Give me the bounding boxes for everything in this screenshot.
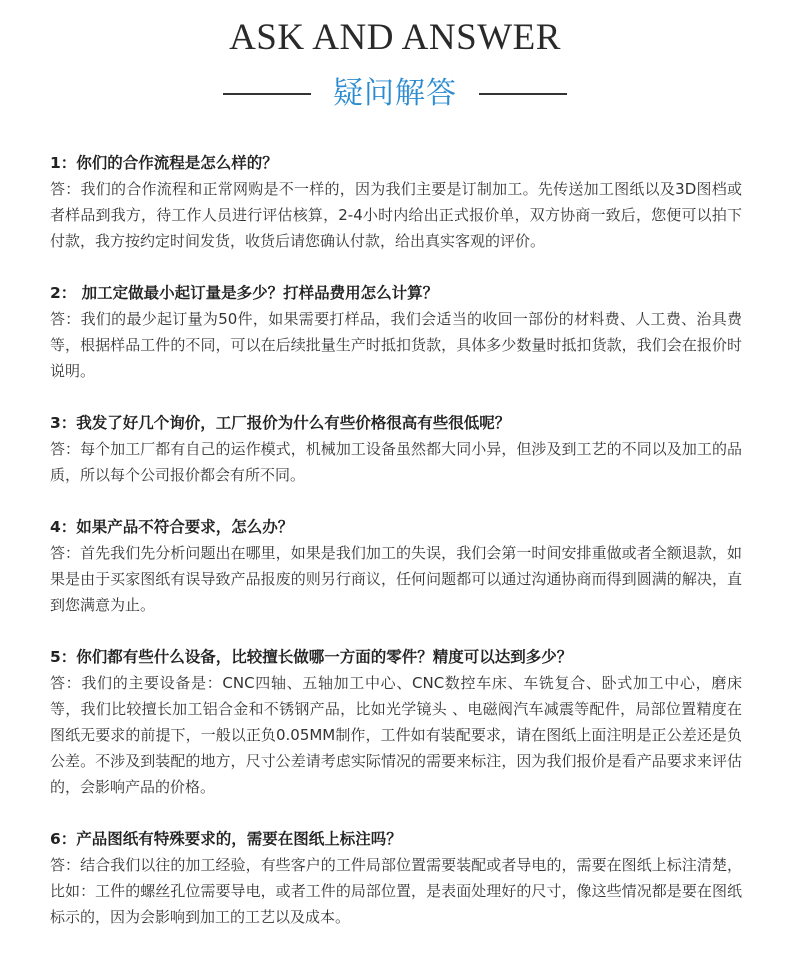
faq-question: 5：你们都有些什么设备，比较擅长做哪一方面的零件？精度可以达到多少？ [50,648,573,666]
faq-answer: 答：首先我们先分析问题出在哪里，如果是我们加工的失误，我们会第一时间安排重做或者全额退款，如果是由于买家图纸有误导致产品报废的则另行商议，任何问题都可以通过沟通协商而得到圆满的解决，直到您满意为止。 [50,544,742,614]
faq-item-1 [50,150,742,254]
faq-answer: 答：我们的合作流程和正常网购是不一样的，因为我们主要是订制加工。先传送加工图纸以及3D图档或者样品到我方，待工作人员进行评估核算，2-4小时内给出正式报价单，双方协商一致后，您便可以拍下付款，我方按约定时间发货，收货后请您确认付款，给出真实客观的评价。 [50,180,742,250]
faq-answer: 答：结合我们以往的加工经验，有些客户的工件局部位置需要装配或者导电的，需要在图纸上标注清楚，比如：工件的螺丝孔位需要导电，或者工件的局部位置，是表面处理好的尺寸，像这些情况都是要在图纸标示的，因为会影响到加工的工艺以及成本。 [50,856,742,926]
faq-list [50,150,742,956]
page-title: ASK AND ANSWER [229,17,561,58]
faq-question: 3：我发了好几个询价，工厂报价为什么有些价格很高有些很低呢？ [50,414,511,432]
faq-question: 4：如果产品不符合要求，怎么办？ [50,518,294,536]
faq-answer: 答：我们的最少起订量为50件，如果需要打样品，我们会适当的收回一部份的材料费、人工费、治具费等，根据样品工件的不同，可以在后续批量生产时抵扣货款，具体多少数量时抵扣货款，我们会在报价时说明。 [50,310,742,380]
subtitle: 疑问解答 [333,76,457,111]
faq-question: 1：你们的合作流程是怎么样的？ [50,154,278,172]
faq-item-6 [50,826,742,930]
subtitle-divider-left [223,93,311,95]
faq-item-4 [50,514,742,618]
faq-question: 6：产品图纸有特殊要求的，需要在图纸上标注吗？ [50,830,402,848]
faq-answer: 答：我们的主要设备是：CNC四轴、五轴加工中心、CNC数控车床、车铣复合、卧式加工中心，磨床等，我们比较擅长加工铝合金和不锈钢产品，比如光学镜头 、电磁阀汽车减震等配件，局部位置精度在图纸无要求的前提下，一般以正负0.05MM制作，工件如有装配要求，请在图纸上面注明是正公差还是负公差。不涉及到装配的地方，尺寸公差请考虑实际情况的需要来标注，因为我们报价是看产品要求来评估的，会影响产品的价格。 [50,674,742,796]
faq-item-5 [50,644,742,800]
faq-item-3 [50,410,742,488]
faq-answer: 答：每个加工厂都有自己的运作模式，机械加工设备虽然都大同小异，但涉及到工艺的不同以及加工的品质，所以每个公司报价都会有所不同。 [50,440,742,484]
subtitle-divider-right [479,93,567,95]
faq-question: 2： 加工定做最小起订量是多少？打样品费用怎么计算？ [50,284,439,302]
subtitle-row [0,72,790,116]
faq-item-2 [50,280,742,384]
